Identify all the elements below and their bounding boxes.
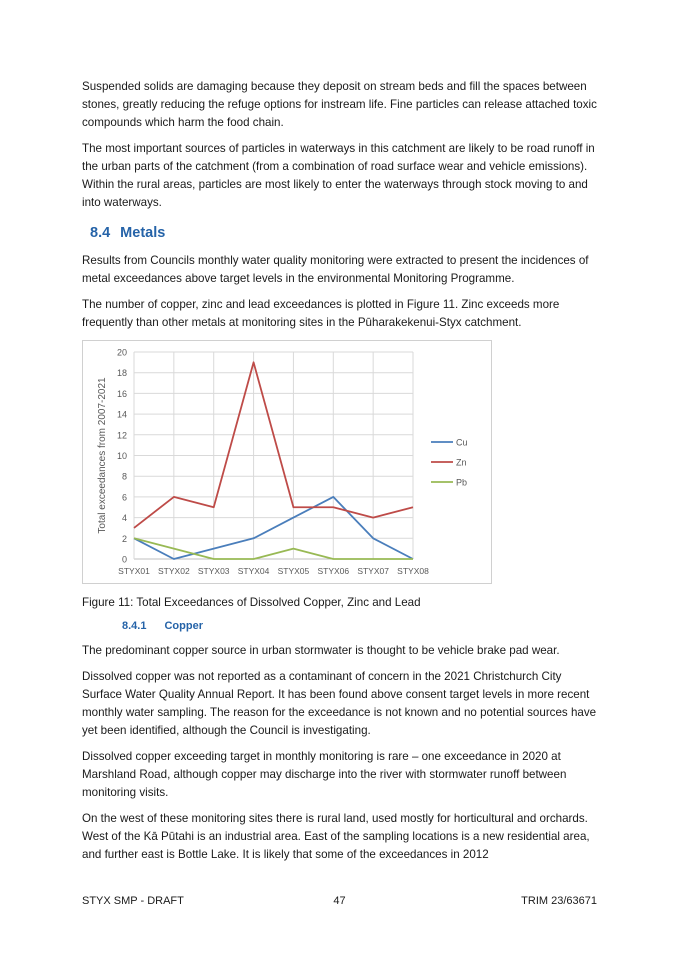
page-footer (82, 893, 597, 909)
y-tick-label: 20 (116, 347, 127, 358)
section-title: Metals (120, 225, 166, 241)
paragraph: Dissolved copper was not reported as a contaminant of concern in the 2021 Christchurch City Surface Water Quality Annual Report. It has been found above consent target levels in more recent monthly water sampling. The reason for the exceedance is not known and no potential sources have yet been identified, although the Council is investigating. (82, 670, 597, 737)
figure-caption: Figure 11: Total Exceedances of Dissolved Copper, Zinc and Lead (82, 596, 421, 609)
section-heading (90, 224, 597, 242)
paragraph: The number of copper, zinc and lead exceedances is plotted in Figure 11. Zinc exceeds more frequently than other metals at monitoring sites in the Pūharakekenui-Styx catchment. (82, 298, 560, 329)
paragraph: Dissolved copper exceeding target in monthly monitoring is rare – one exceedance in 2020 at Marshland Road, although copper may discharge into the river with stormwater runoff between monitoring visits. (82, 750, 567, 799)
y-tick-label: 10 (116, 451, 127, 461)
x-tick-label: STYX06 (317, 566, 350, 576)
x-tick-label: STYX04 (237, 566, 270, 576)
document-body (82, 78, 597, 872)
footer-trim-ref: TRIM 23/63671 (521, 895, 597, 907)
y-tick-label: 6 (121, 492, 127, 503)
series-line-pb (134, 538, 413, 559)
y-tick-label: 18 (116, 368, 127, 379)
paragraph: The predominant copper source in urban stormwater is thought to be vehicle brake pad wear. (82, 644, 560, 657)
y-tick-label: 14 (116, 409, 127, 420)
y-axis-label: Total exceedances from 2007-2021 (97, 377, 108, 534)
paragraph: The most important sources of particles in waterways in this catchment are likely to be road runoff in the urban parts of the catchment (from a combination of road surface wear and vehicle emissions). Within the rural areas, particles are most likely to enter the waterways through stock moving to and into waterways. (82, 142, 595, 209)
legend-label-cu: Cu (456, 437, 468, 448)
x-tick-label: STYX07 (357, 566, 389, 576)
paragraph: Suspended solids are damaging because they deposit on stream beds and fill the spaces between stones, greatly reducing the refuge options for instream life. Fine particles can release attached toxic compounds which harm the food chain. (82, 80, 597, 129)
paragraph: On the west of these monitoring sites there is rural land, used mostly for horticultural and orchards. West of the Kā Pūtahi is an industrial area. East of the sampling locations is a new residential area, and further east is Bottle Lake. It is likely that some of the exceedances in 2012 (82, 812, 590, 861)
series-line-zn (134, 362, 413, 528)
subsection-number: 8.4.1 (122, 620, 147, 632)
subsection-title: Copper (164, 620, 203, 632)
x-tick-label: STYX02 (158, 566, 190, 576)
x-tick-label: STYX01 (118, 566, 150, 576)
x-tick-label: STYX05 (277, 566, 310, 576)
x-tick-label: STYX08 (397, 566, 429, 576)
exceedances-chart (82, 340, 492, 584)
subsection-heading (122, 618, 597, 634)
y-tick-label: 0 (121, 554, 127, 565)
y-tick-label: 4 (121, 513, 127, 524)
paragraph: Results from Councils monthly water quality monitoring were extracted to present the incidences of metal exceedances above target levels in the environmental Monitoring Programme. (82, 254, 589, 285)
footer-doc-title: STYX SMP - DRAFT (82, 895, 184, 907)
section-number: 8.4 (90, 225, 111, 241)
footer-page-number: 47 (333, 895, 346, 907)
legend-label-zn: Zn (456, 457, 467, 468)
x-tick-label: STYX03 (197, 566, 230, 576)
chart-svg (83, 341, 491, 583)
y-tick-label: 2 (121, 533, 127, 544)
y-tick-label: 16 (116, 388, 127, 399)
legend-label-pb: Pb (456, 477, 468, 488)
y-tick-label: 8 (121, 471, 127, 482)
y-tick-label: 12 (116, 430, 127, 441)
